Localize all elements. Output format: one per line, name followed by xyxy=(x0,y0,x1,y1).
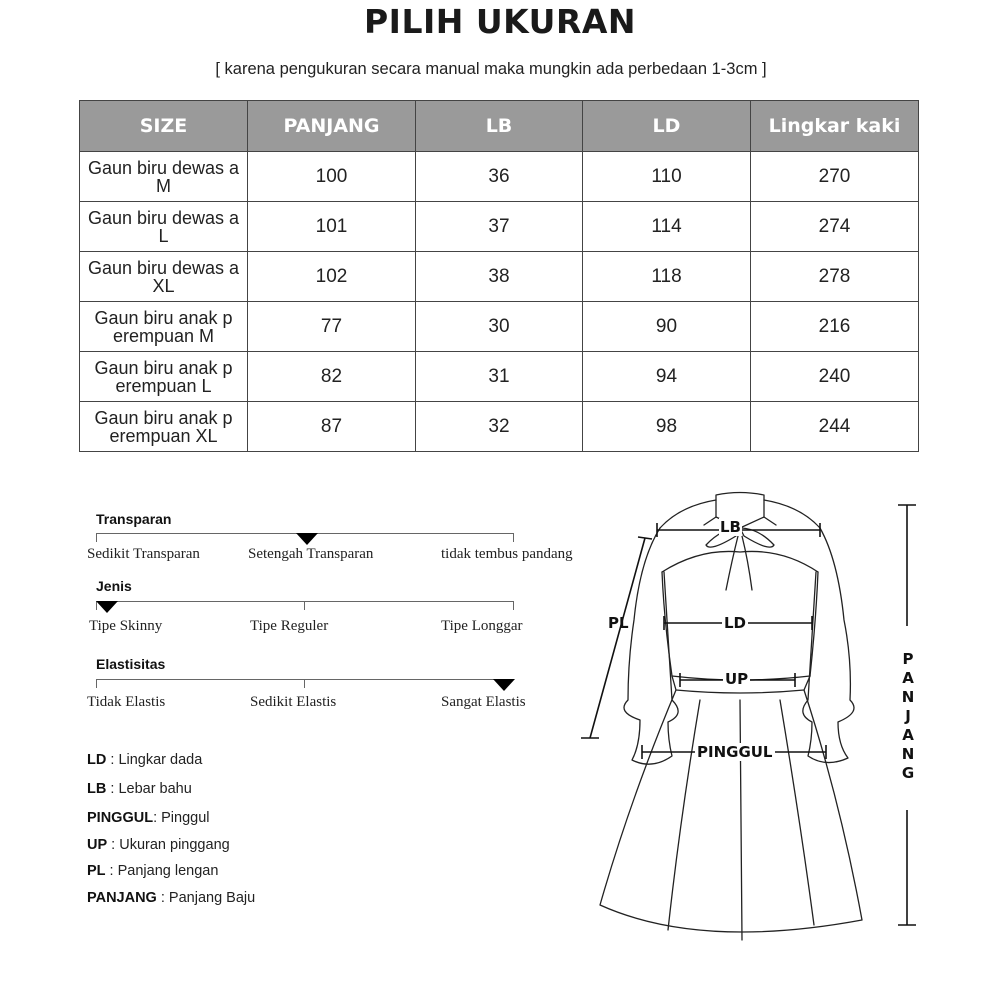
legend-item-panjang: PANJANG : Panjang Baju xyxy=(87,890,256,906)
page-title: PILIH UKURAN xyxy=(363,2,637,41)
label-panjang-vertical: P A N J A N G xyxy=(901,650,915,782)
scale-line-jenis xyxy=(96,601,514,602)
cell-lb: 31 xyxy=(416,352,583,402)
label-lb: LB xyxy=(720,518,741,536)
scale-line-elastisitas xyxy=(96,679,514,680)
scale-title-transparan: Transparan xyxy=(96,511,172,527)
cell-lb: 36 xyxy=(416,152,583,202)
cell-panjang: 77 xyxy=(248,302,416,352)
selected-marker-elastisitas xyxy=(493,679,515,691)
cell-lingkar-kaki: 244 xyxy=(751,402,919,452)
cell-lingkar-kaki: 278 xyxy=(751,252,919,302)
cell-ld: 118 xyxy=(583,252,751,302)
scale-tick xyxy=(513,533,514,542)
selected-marker-transparan xyxy=(296,533,318,545)
option-tipe-skinny: Tipe Skinny xyxy=(89,618,163,634)
cell-lingkar-kaki: 274 xyxy=(751,202,919,252)
label-pinggul: PINGGUL xyxy=(697,743,773,761)
cell-size: Gaun biru dewas a M xyxy=(80,152,248,202)
scale-tick xyxy=(96,679,97,688)
cell-ld: 90 xyxy=(583,302,751,352)
scale-tick xyxy=(513,601,514,610)
cell-lingkar-kaki: 216 xyxy=(751,302,919,352)
legend-item-pinggul: PINGGUL: Pinggul xyxy=(87,810,210,826)
label-pl: PL xyxy=(608,614,629,632)
scale-tick xyxy=(304,601,305,610)
cell-size: Gaun biru dewas a L xyxy=(80,202,248,252)
option-tidak-tembus-pandang: tidak tembus pandang xyxy=(441,546,573,562)
cell-lingkar-kaki: 270 xyxy=(751,152,919,202)
scale-tick xyxy=(96,533,97,542)
option-sedikit-transparan: Sedikit Transparan xyxy=(87,546,200,562)
cell-lb: 30 xyxy=(416,302,583,352)
dress-measurement-diagram xyxy=(575,485,920,950)
cell-lb: 37 xyxy=(416,202,583,252)
cell-ld: 98 xyxy=(583,402,751,452)
option-tipe-reguler: Tipe Reguler xyxy=(250,618,329,634)
option-sangat-elastis: Sangat Elastis xyxy=(441,694,526,710)
cell-panjang: 87 xyxy=(248,402,416,452)
cell-lingkar-kaki: 240 xyxy=(751,352,919,402)
cell-size: Gaun biru anak p erempuan L xyxy=(80,352,248,402)
scale-title-elastisitas: Elastisitas xyxy=(96,656,166,672)
header-lb: LB xyxy=(416,101,583,152)
fabric-property-scales xyxy=(0,0,600,740)
header-lingkar-kaki: Lingkar kaki xyxy=(751,101,919,152)
cell-size: Gaun biru anak p erempuan XL xyxy=(80,402,248,452)
cell-ld: 94 xyxy=(583,352,751,402)
cell-size: Gaun biru dewas a XL xyxy=(80,252,248,302)
option-sedikit-elastis: Sedikit Elastis xyxy=(250,694,337,710)
cell-panjang: 82 xyxy=(248,352,416,402)
cell-panjang: 101 xyxy=(248,202,416,252)
selected-marker-jenis xyxy=(96,601,118,613)
legend-item-up: UP : Ukuran pinggang xyxy=(87,837,230,853)
header-size: SIZE xyxy=(80,101,248,152)
cell-panjang: 100 xyxy=(248,152,416,202)
cell-panjang: 102 xyxy=(248,252,416,302)
header-panjang: PANJANG xyxy=(248,101,416,152)
cell-lb: 38 xyxy=(416,252,583,302)
legend-item-pl: PL : Panjang lengan xyxy=(87,863,219,879)
label-ld: LD xyxy=(724,614,747,632)
scale-title-jenis: Jenis xyxy=(96,578,132,594)
cell-size: Gaun biru anak p erempuan M xyxy=(80,302,248,352)
legend-item-lb: LB : Lebar bahu xyxy=(87,781,192,797)
header-ld: LD xyxy=(583,101,751,152)
label-up: UP xyxy=(725,670,749,688)
option-setengah-transparan: Setengah Transparan xyxy=(248,546,374,562)
cell-ld: 114 xyxy=(583,202,751,252)
measurement-note: [ karena pengukuran secara manual maka mungkin ada perbedaan 1-3cm ] xyxy=(215,60,767,78)
legend-item-ld: LD : Lingkar dada xyxy=(87,752,203,768)
cell-ld: 110 xyxy=(583,152,751,202)
option-tipe-longgar: Tipe Longgar xyxy=(441,618,523,634)
option-tidak-elastis: Tidak Elastis xyxy=(87,694,166,710)
scale-tick xyxy=(304,679,305,688)
cell-lb: 32 xyxy=(416,402,583,452)
